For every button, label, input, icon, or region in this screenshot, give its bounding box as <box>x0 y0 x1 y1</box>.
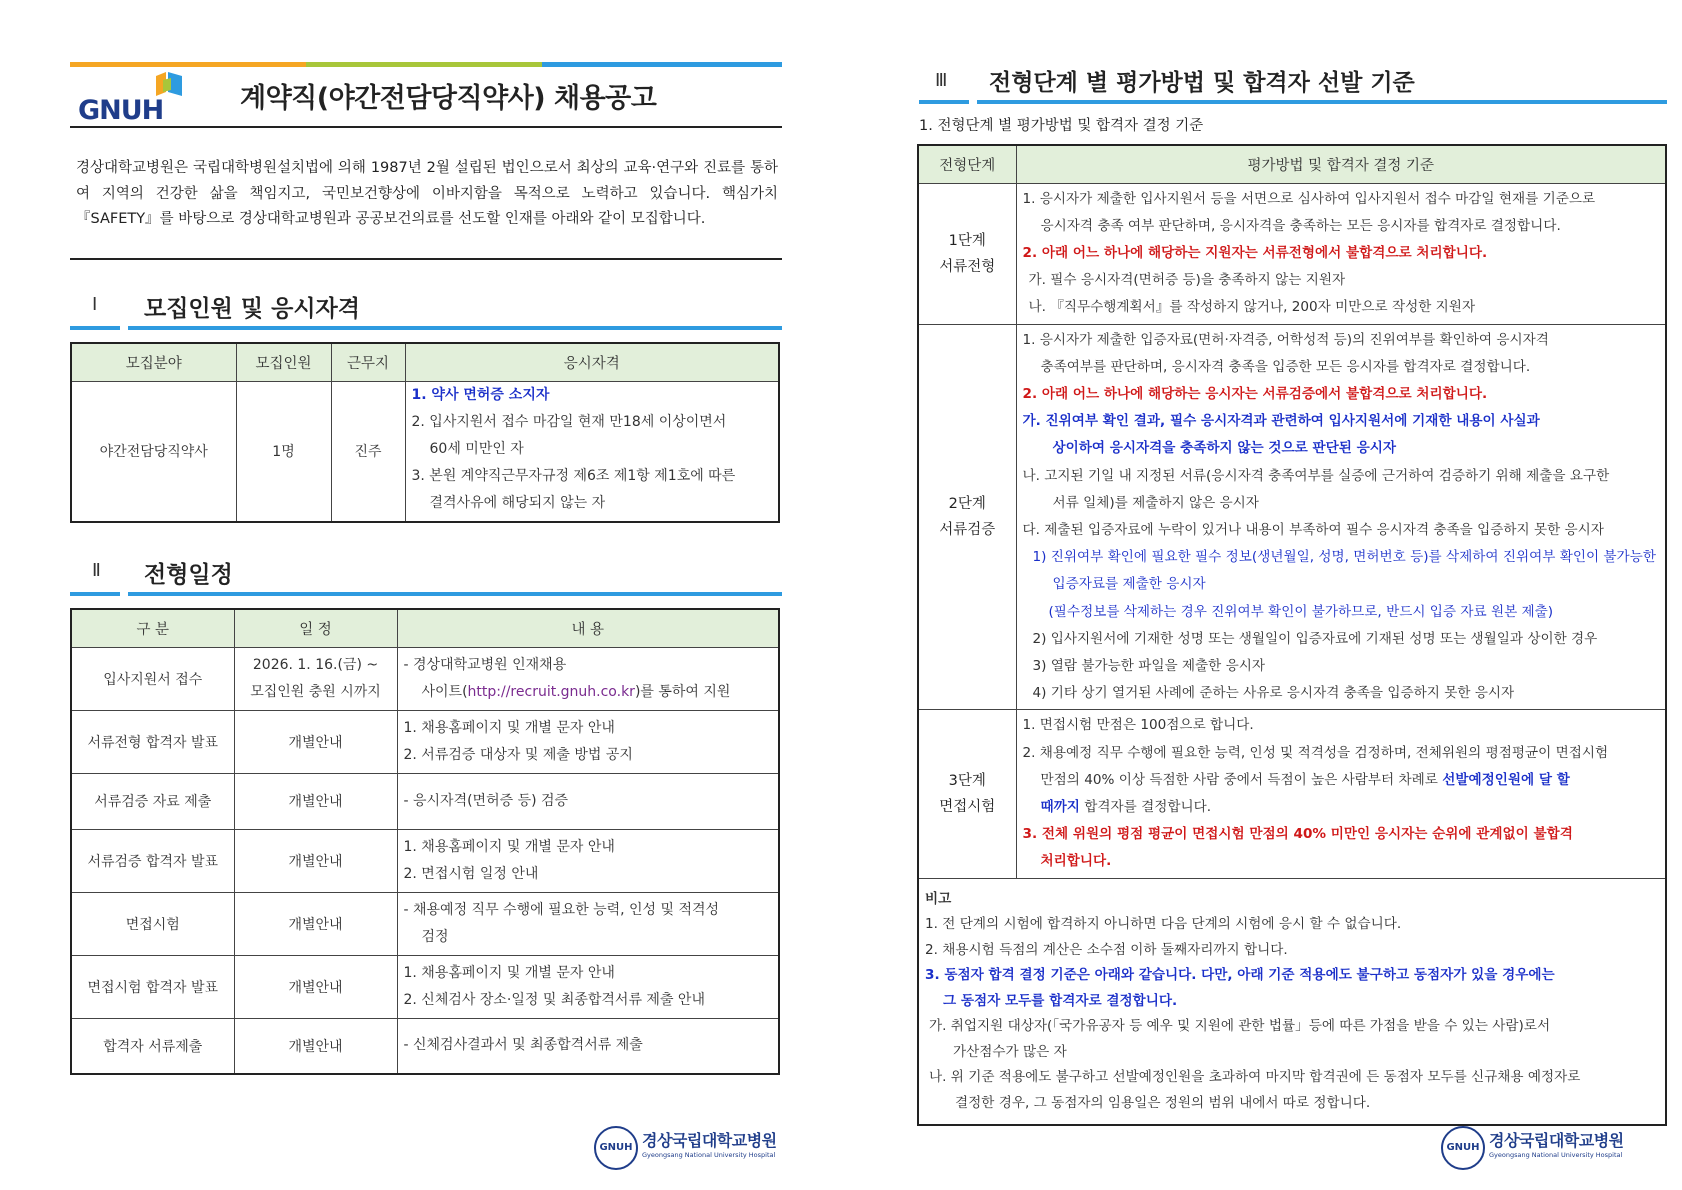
section-1-heading <box>70 292 782 332</box>
content-line: 검정 <box>421 928 449 945</box>
col-header: 모집분야 <box>71 343 236 381</box>
schedule-date-line: 2026. 1. 16.(금) ~ <box>252 656 379 673</box>
stage-label: 3단계 <box>948 772 986 789</box>
note-line: 결정한 경우, 그 동점자의 임용일은 정원의 범위 내에서 따로 정합니다. <box>955 1094 1371 1111</box>
notes-row <box>918 878 1666 1125</box>
criteria-text: 합격자를 결정합니다. <box>1079 798 1212 815</box>
col-header: 평가방법 및 합격자 결정 기준 <box>1016 145 1666 183</box>
schedule-name: 면접시험 합격자 발표 <box>71 955 234 1018</box>
table-row <box>71 1018 779 1074</box>
logo-text: GNUH <box>78 95 164 126</box>
criteria-line: 처리합니다. <box>1040 853 1112 870</box>
schedule-name: 서류전형 합격자 발표 <box>71 710 234 773</box>
section-1-title: 모집인원 및 응시자격 <box>144 296 360 322</box>
criteria-line <box>1023 794 1660 821</box>
note-line: 1. 전 단계의 시험에 합격하지 아니하면 다음 단계의 시험에 응시 할 수 없습니다. <box>925 916 1402 933</box>
schedule-content <box>397 647 779 710</box>
stage-row <box>918 324 1666 710</box>
section-3-underline <box>919 100 969 104</box>
footer-hospital-logo <box>1441 1126 1627 1170</box>
criteria-line: 가. 필수 응시자격(면허증 등)을 충족하지 않는 지원자 <box>1028 272 1346 289</box>
note-line: 나. 위 기준 적용에도 불구하고 선발예정인원을 초과하여 마지막 합격권에 든 동점자 모두를 신규채용 예정자로 <box>929 1069 1581 1086</box>
col-header: 응시자격 <box>405 343 779 381</box>
criteria-line: 2) 입사지원서에 기재한 성명 또는 생월일이 입증자료에 기재된 성명 또는 생월일과 상이한 경우 <box>1032 630 1598 647</box>
gnuh-logo <box>78 70 186 126</box>
note-line: 가산점수가 많은 자 <box>953 1043 1067 1060</box>
qualification-item: 1. 약사 면허증 소지자 <box>411 386 550 403</box>
col-header: 근무지 <box>331 343 405 381</box>
table-row <box>71 955 779 1018</box>
stage-label: 면접시험 <box>939 798 996 815</box>
stage-label: 서류전형 <box>939 258 996 275</box>
criteria-line: 나. 고지된 기일 내 지정된 서류(응시자격 충족여부를 실증에 근거하여 검증하기 위해 제출을 요구한 <box>1022 467 1610 484</box>
footer-hospital-subtitle: Gyeongsang National University Hospital <box>642 1151 776 1159</box>
criteria-line <box>1023 767 1660 794</box>
criteria-line: 응시자격 충족 여부 판단하며, 응시자격을 충족하는 모든 응시자를 합격자로 결정합니다. <box>1040 217 1561 234</box>
criteria-line: 1. 응시자가 제출한 입사지원서 등을 서면으로 심사하여 입사지원서 접수 마감일 현재를 기준으로 <box>1022 190 1596 207</box>
footer-hospital-logo <box>594 1126 780 1170</box>
schedule-name: 면접시험 <box>71 892 234 955</box>
content-text: 사이트( <box>421 683 468 700</box>
title-divider <box>70 126 782 128</box>
schedule-content <box>397 829 779 892</box>
criteria-line: 가. 진위여부 확인 결과, 필수 응시자격과 관련하여 입사지원서에 기재한 내용이 사실과 <box>1022 413 1540 430</box>
right-page <box>841 0 1682 1190</box>
intro-paragraph: 경상대학교병원은 국립대학병원설치법에 의해 1987년 2월 설립된 법인으로서 최상의 교육·연구와 진료를 통하여 지역의 건강한 삶을 책임지고, 국민보건향상에 이바지함을 목적으로 노력하고 있습니다. 핵심가치 『SAFETY』를 바탕으로 경상대학교병원과 공공보건의료를 선도할 인재를 아래와 같이 모집합니다. <box>76 160 778 227</box>
qualification-item: 3. 본원 계약직근무자규정 제6조 제1항 제1호에 따른 <box>411 467 736 484</box>
notes-cell <box>918 878 1666 1125</box>
criteria-line: 다. 제출된 입증자료에 누락이 있거나 내용이 부족하여 필수 응시자격 충족을 입증하지 못한 응시자 <box>1022 521 1604 538</box>
criteria-line: 1. 응시자가 제출한 입증자료(면허·자격증, 어학성적 등)의 진위여부를 확인하여 응시자격 <box>1022 331 1549 348</box>
note-line: 3. 동점자 합격 결정 기준은 아래와 같습니다. 다만, 아래 기준 적용에도 불구하고 동점자가 있을 경우에는 <box>925 967 1555 984</box>
table-row <box>71 710 779 773</box>
footer-hospital-name: 경상국립대학교병원 <box>1489 1131 1624 1150</box>
col-header: 일 정 <box>234 609 397 647</box>
location-cell: 진주 <box>331 381 405 522</box>
notes-title: 비고 <box>925 890 952 907</box>
footer-badge-icon: GNUH <box>594 1126 638 1170</box>
section-2-number: Ⅱ <box>92 560 101 581</box>
stage-name <box>918 710 1016 878</box>
section-3-subtitle: 1. 전형단계 별 평가방법 및 합격자 결정 기준 <box>919 118 1204 134</box>
content-text: )를 통하여 지원 <box>634 683 731 700</box>
content-line: - 채용예정 직무 수행에 필요한 능력, 인성 및 적격성 <box>403 901 720 918</box>
schedule-name: 서류검증 합격자 발표 <box>71 829 234 892</box>
field-cell: 야간전담당직약사 <box>71 381 236 522</box>
evaluation-table <box>917 144 1667 1126</box>
criteria-highlight: 선발예정인원에 달 할 <box>1442 771 1570 788</box>
intro-divider <box>70 258 782 260</box>
table-row <box>71 647 779 710</box>
stage-criteria <box>1016 183 1666 324</box>
content-line: 2. 면접시험 일정 안내 <box>403 865 539 882</box>
criteria-line: 3) 열람 불가능한 파일을 제출한 응시자 <box>1032 657 1266 674</box>
note-line: 그 동점자 모두를 합격자로 결정합니다. <box>943 992 1178 1009</box>
stage-label: 1단계 <box>948 232 986 249</box>
content-line: 2. 서류검증 대상자 및 제출 방법 공지 <box>403 746 633 763</box>
criteria-line: 2. 채용예정 직무 수행에 필요한 능력, 인성 및 적격성을 검정하며, 전체위원의 평점평균이 면접시험 <box>1022 744 1609 761</box>
schedule-content <box>397 710 779 773</box>
content-line: 2. 신체검사 장소·일정 및 최종합격서류 제출 안내 <box>403 991 705 1008</box>
col-header: 내 용 <box>397 609 779 647</box>
content-line: - 경상대학교병원 인재채용 <box>403 656 567 673</box>
footer-hospital-name: 경상국립대학교병원 <box>642 1131 777 1150</box>
schedule-date: 개별안내 <box>234 955 397 1018</box>
criteria-line: 나. 『직무수행계획서』를 작성하지 않거나, 200자 미만으로 작성한 지원자 <box>1028 299 1476 316</box>
note-line: 2. 채용시험 득점의 계산은 소수점 이하 둘째자리까지 합니다. <box>925 941 1288 958</box>
criteria-line: 입증자료를 제출한 응시자 <box>1052 576 1206 593</box>
stage-label: 2단계 <box>948 495 986 512</box>
recruitment-table <box>70 342 780 523</box>
section-2-heading <box>70 558 782 598</box>
criteria-text: 만점의 40% 이상 득점한 사람 중에서 득점이 높은 사람부터 차례로 <box>1040 771 1443 788</box>
section-3-title: 전형단계 별 평가방법 및 합격자 선발 기준 <box>989 70 1415 96</box>
schedule-table <box>70 608 780 1075</box>
qualification-item: 결격사유에 해당되지 않는 자 <box>429 494 606 511</box>
schedule-date: 개별안내 <box>234 1018 397 1074</box>
left-page <box>0 0 778 1190</box>
schedule-content <box>397 773 779 829</box>
footer-badge-icon: GNUH <box>1441 1126 1485 1170</box>
stage-label: 서류검증 <box>939 521 996 538</box>
table-row <box>71 773 779 829</box>
schedule-date: 개별안내 <box>234 710 397 773</box>
content-line: - 신체검사결과서 및 최종합격서류 제출 <box>403 1037 643 1054</box>
criteria-line: 2. 아래 어느 하나에 해당하는 지원자는 서류전형에서 불합격으로 처리합니다. <box>1022 244 1488 261</box>
stage-criteria <box>1016 710 1666 878</box>
content-line: - 응시자격(면허증 등) 검증 <box>403 792 569 809</box>
criteria-line: 1) 진위여부 확인에 필요한 필수 정보(생년월일, 성명, 면허번호 등)를 삭제하여 진위여부 확인이 불가능한 <box>1032 549 1656 566</box>
schedule-date: 개별안내 <box>234 773 397 829</box>
schedule-date: 개별안내 <box>234 829 397 892</box>
table-row <box>71 829 779 892</box>
qualification-item: 60세 미만인 자 <box>429 440 524 457</box>
header-color-bar <box>70 62 782 67</box>
logo-flag-icon <box>154 70 184 98</box>
note-line: 가. 취업지원 대상자(「국가유공자 등 예우 및 지원에 관한 법률」등에 따른 가점을 받을 수 있는 사람)로서 <box>929 1018 1551 1035</box>
content-line: 1. 채용홈페이지 및 개별 문자 안내 <box>403 719 615 736</box>
schedule-content <box>397 955 779 1018</box>
stage-row <box>918 183 1666 324</box>
qualification-cell <box>405 381 779 522</box>
stage-row <box>918 710 1666 878</box>
col-header: 전형단계 <box>918 145 1016 183</box>
count-cell: 1명 <box>236 381 331 522</box>
qualification-item: 2. 입사지원서 접수 마감일 현재 만18세 이상이면서 <box>411 413 727 430</box>
criteria-line: 서류 일체)를 제출하지 않은 응시자 <box>1052 494 1259 511</box>
col-header: 모집인원 <box>236 343 331 381</box>
criteria-line: (필수정보를 삭제하는 경우 진위여부 확인이 불가하므로, 반드시 입증 자료 원본 제출) <box>1048 603 1554 620</box>
schedule-content <box>397 1018 779 1074</box>
section-3-number: Ⅲ <box>935 70 948 91</box>
content-line: 1. 채용홈페이지 및 개별 문자 안내 <box>403 964 615 981</box>
col-header: 구 분 <box>71 609 234 647</box>
criteria-line: 1. 면접시험 만점은 100점으로 합니다. <box>1022 717 1254 734</box>
criteria-line: 2. 아래 어느 하나에 해당하는 응시자는 서류검증에서 불합격으로 처리합니다. <box>1022 385 1488 402</box>
stage-criteria <box>1016 324 1666 710</box>
schedule-name: 입사지원서 접수 <box>71 647 234 710</box>
stage-name <box>918 324 1016 710</box>
criteria-line: 상이하여 응시자격을 충족하지 않는 것으로 판단된 응시자 <box>1052 440 1397 457</box>
schedule-date: 개별안내 <box>234 892 397 955</box>
schedule-date <box>234 647 397 710</box>
table-row <box>71 381 779 522</box>
recruit-site-link[interactable]: http://recruit.gnuh.co.kr <box>467 683 635 700</box>
table-row <box>71 892 779 955</box>
footer-hospital-subtitle: Gyeongsang National University Hospital <box>1489 1151 1623 1159</box>
schedule-date-line: 모집인원 충원 시까지 <box>250 683 381 700</box>
content-line: 1. 채용홈페이지 및 개별 문자 안내 <box>403 838 615 855</box>
stage-name <box>918 183 1016 324</box>
criteria-highlight: 때까지 <box>1040 798 1080 815</box>
criteria-line: 충족여부를 판단하며, 응시자격 충족을 입증한 모든 응시자를 합격자로 결정합니다. <box>1040 358 1531 375</box>
schedule-name: 합격자 서류제출 <box>71 1018 234 1074</box>
schedule-name: 서류검증 자료 제출 <box>71 773 234 829</box>
schedule-content <box>397 892 779 955</box>
criteria-line: 4) 기타 상기 열거된 사례에 준하는 사유로 응시자격 충족을 입증하지 못한 응시자 <box>1032 685 1515 702</box>
section-2-title: 전형일정 <box>144 562 233 588</box>
criteria-line: 3. 전체 위원의 평점 평균이 면접시험 만점의 40% 미만인 응시자는 순위에 관계없이 불합격 <box>1022 826 1573 843</box>
page-title: 계약직(야간전담당직약사) 채용공고 <box>240 83 657 114</box>
section-3-underline <box>977 100 1667 104</box>
section-1-number: Ⅰ <box>92 294 98 315</box>
content-line <box>404 679 773 706</box>
